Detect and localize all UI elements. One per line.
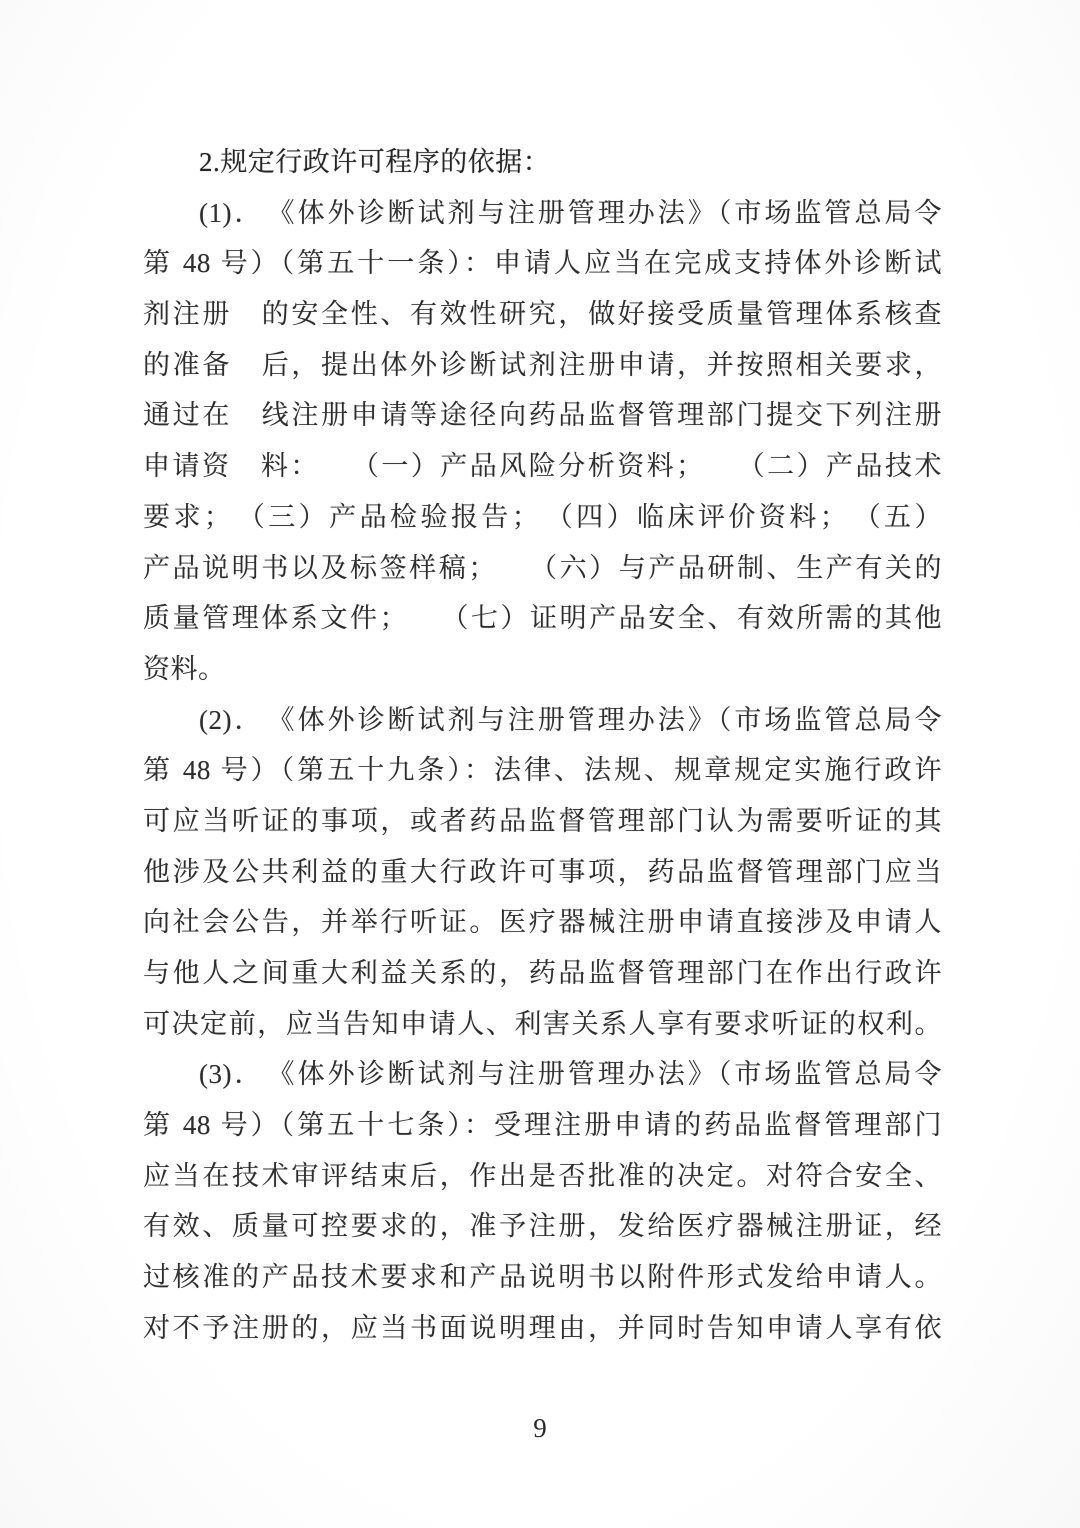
paragraph-1-line-6: 申请资 料： （一）产品风险分析资料； （二）产品技术	[143, 451, 942, 482]
paragraph-1-line-4: 的准备 后，提出体外诊断试剂注册申请，并按照相关要求，	[143, 349, 942, 380]
paragraph-2-line-3: 可应当听证的事项，或者药品监督管理部门认为需要听证的其	[143, 805, 942, 836]
paragraph-2-line-6: 与他人之间重大利益关系的，药品监督管理部门在作出行政许	[143, 958, 942, 988]
paragraph-1-line-10: 资料。	[143, 653, 226, 684]
paragraph-3-line-1: (3)． 《体外诊断试剂与注册管理办法》（市场监管总局令	[199, 1059, 942, 1090]
paragraph-3-line-3: 应当在技术审评结束后，作出是否批准的决定。对符合安全、	[143, 1160, 942, 1191]
paragraph-3-line-2: 第 48 号）（第五十七条）：受理注册申请的药品监督管理部门	[143, 1110, 942, 1141]
paragraph-3-line-6: 对不予注册的，应当书面说明理由，并同时告知申请人享有依	[143, 1312, 942, 1343]
paragraph-3-line-4: 有效、质量可控要求的，准予注册，发给医疗器械注册证，经	[143, 1211, 942, 1242]
paragraph-2-line-5: 向社会公告，并举行听证。医疗器械注册申请直接涉及申请人	[143, 907, 942, 938]
paragraph-1-line-5: 通过在 线注册申请等途径向药品监督管理部门提交下列注册	[143, 400, 942, 431]
section-heading: 2.规定行政许可程序的依据：	[199, 147, 551, 177]
paragraph-1-line-7: 要求； （三）产品检验报告； （四）临床评价资料； （五）	[143, 501, 942, 532]
paragraph-1-line-2: 第 48 号）（第五十一条）：申请人应当在完成支持体外诊断试	[143, 248, 942, 279]
page-number: 9	[533, 1413, 547, 1443]
paragraph-2-line-2: 第 48 号）（第五十九条）：法律、法规、规章规定实施行政许	[143, 755, 942, 786]
document-text-block	[143, 137, 942, 1354]
paragraph-2-line-4: 他涉及公共利益的重大行政许可事项，药品监督管理部门应当	[143, 856, 942, 887]
paragraph-2-line-7: 可决定前，应当告知申请人、利害关系人享有要求听证的权利。	[143, 1008, 942, 1039]
paragraph-3-line-5: 过核准的产品技术要求和产品说明书以附件形式发给申请人。	[143, 1262, 942, 1293]
paragraph-1-line-3: 剂注册 的安全性、有效性研究，做好接受质量管理体系核查	[143, 299, 942, 330]
paragraph-1-line-9: 质量管理体系文件； （七）证明产品安全、有效所需的其他	[143, 603, 942, 634]
paragraph-2-line-1: (2)． 《体外诊断试剂与注册管理办法》（市场监管总局令	[199, 704, 942, 735]
paragraph-1-line-8: 产品说明书以及标签样稿； （六）与产品研制、生产有关的	[143, 552, 942, 583]
paragraph-1-line-1: (1)． 《体外诊断试剂与注册管理办法》（市场监管总局令	[199, 197, 942, 228]
